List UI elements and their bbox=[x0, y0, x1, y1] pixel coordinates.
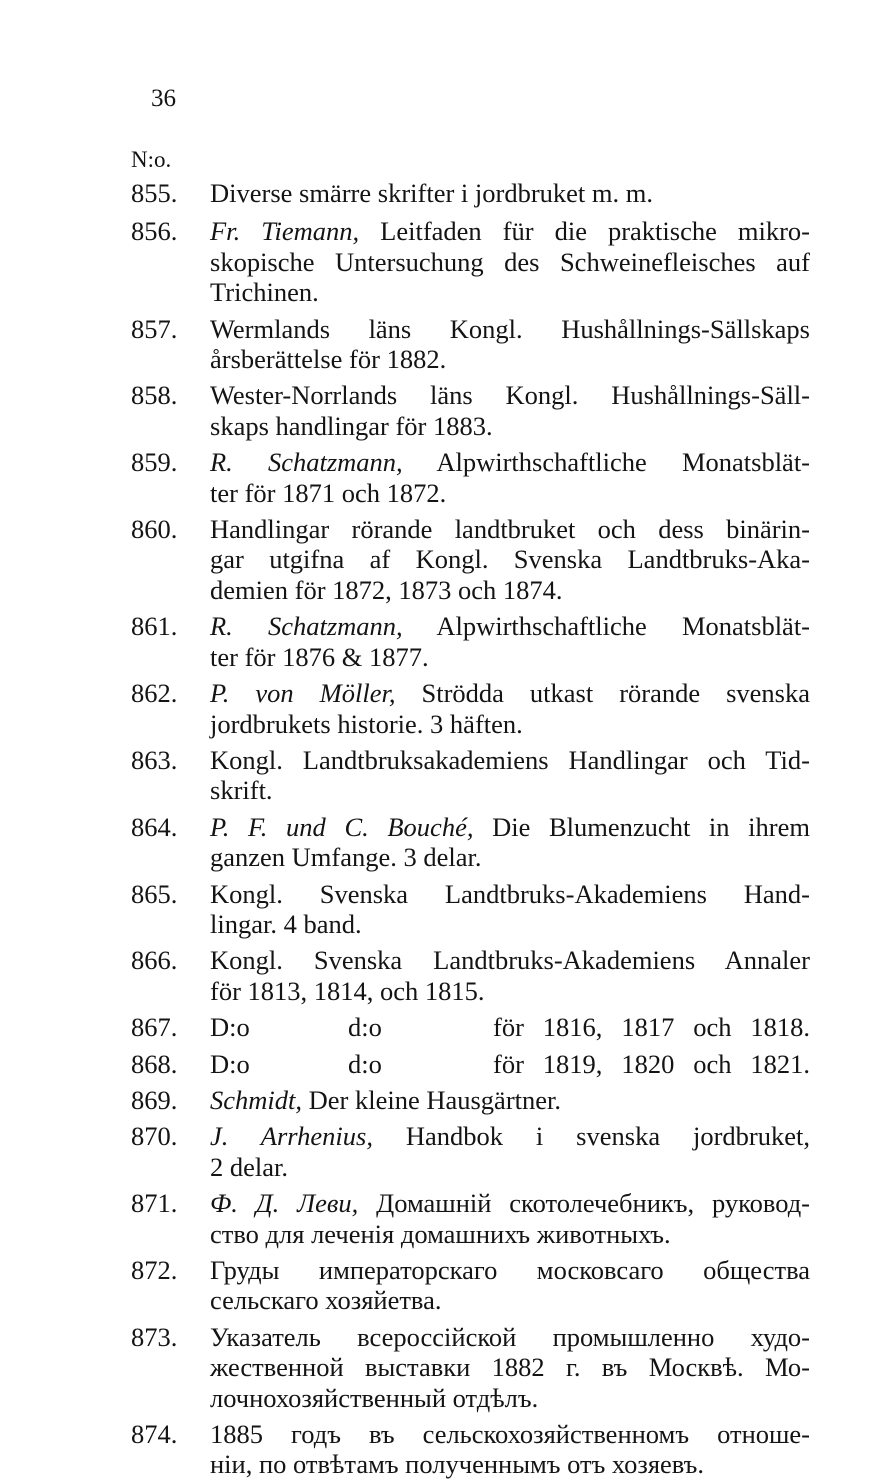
entry-line: Handlingar rörande landtbruket och dess binärin- bbox=[210, 514, 810, 545]
entry-line: Diverse smärre skrifter i jordbruket m. m. bbox=[210, 178, 654, 208]
catalog-entry bbox=[0, 812, 874, 873]
catalog-entry bbox=[0, 380, 874, 441]
entry-text: Strödda utkast rörande svenska bbox=[421, 678, 811, 709]
entry-line: ter för 1871 och 1872. bbox=[210, 477, 447, 508]
ditto-cell: D:o bbox=[210, 1048, 250, 1079]
entry-text: Alpwirthschaftliche Monatsblät- bbox=[436, 611, 811, 642]
entry-line: Kongl. Svenska Landtbruks-Akademiens Hand- bbox=[210, 878, 810, 909]
ditto-cell: för 1816, 1817 och 1818. bbox=[493, 1012, 810, 1043]
entry-line bbox=[210, 1188, 810, 1218]
catalog-entry bbox=[0, 1188, 874, 1249]
entry-line: lingar. 4 band. bbox=[210, 908, 362, 939]
entry-author: R. Schatzmann, bbox=[210, 611, 403, 642]
entry-number: 858. bbox=[131, 380, 178, 411]
entry-line bbox=[210, 216, 810, 246]
entry-line: Kongl. Svenska Landtbruks-Akademiens Annaler bbox=[210, 945, 810, 976]
catalog-entry bbox=[0, 945, 874, 1006]
entry-number: 872. bbox=[131, 1255, 178, 1285]
catalog-entry bbox=[0, 447, 874, 508]
entry-line: skaps handlingar för 1883. bbox=[210, 410, 493, 441]
entry-number: 874. bbox=[131, 1419, 178, 1450]
entry-number: 868. bbox=[131, 1048, 178, 1079]
ditto-cell: D:o bbox=[210, 1012, 250, 1043]
entry-line: skopische Untersuchung des Schweinefleisches auf bbox=[210, 246, 810, 277]
ditto-cell: d:o bbox=[348, 1012, 382, 1043]
entry-line: 2 delar. bbox=[210, 1151, 288, 1182]
entry-number: 869. bbox=[131, 1084, 178, 1115]
ditto-row bbox=[210, 1049, 810, 1079]
catalog-entry bbox=[0, 1049, 874, 1079]
entry-line: demien för 1872, 1873 och 1874. bbox=[210, 574, 563, 605]
entry-number: 865. bbox=[131, 878, 178, 909]
catalog-entry bbox=[0, 1012, 874, 1042]
entry-text: Домашнiй скотолечебникъ, руковод- bbox=[376, 1188, 811, 1219]
catalog-entry bbox=[0, 1121, 874, 1182]
entry-line: Wester-Norrlands läns Kongl. Hushållnings-Säll- bbox=[210, 380, 810, 411]
entry-author: P. F. und C. Bouché, bbox=[210, 811, 474, 842]
entry-line bbox=[210, 1085, 810, 1115]
entry-text: Alpwirthschaftliche Monatsblät- bbox=[436, 447, 811, 478]
catalog-entry bbox=[0, 1419, 874, 1480]
entry-number: 862. bbox=[131, 678, 178, 709]
entry-number: 859. bbox=[131, 447, 178, 478]
catalog-entry bbox=[0, 611, 874, 672]
ditto-row bbox=[210, 1012, 810, 1042]
catalog-entry bbox=[0, 1322, 874, 1413]
entry-line: Груды императорскаго московсаго общества bbox=[210, 1255, 810, 1285]
entry-line: 1885 годъ въ сельскохозяйственномъ отноше- bbox=[210, 1419, 810, 1450]
entry-line: ganzen Umfange. 3 delar. bbox=[210, 842, 482, 873]
entry-author: Fr. Tiemann, bbox=[210, 216, 360, 247]
catalog-entry bbox=[0, 745, 874, 806]
entry-line bbox=[210, 447, 810, 477]
entry-line: сельскаго хозяйетва. bbox=[210, 1285, 442, 1316]
entry-line: skrift. bbox=[210, 775, 273, 806]
entry-number: 860. bbox=[131, 514, 178, 545]
entry-author: R. Schatzmann, bbox=[210, 447, 403, 478]
catalog-entry bbox=[0, 879, 874, 940]
entry-number: 873. bbox=[131, 1321, 178, 1352]
entry-number: 864. bbox=[131, 811, 178, 842]
entry-line: нiи, по отвѣтамъ полученнымъ отъ хозяевъ. bbox=[210, 1449, 704, 1480]
entry-line bbox=[210, 611, 810, 641]
entry-number: 870. bbox=[131, 1121, 178, 1152]
catalog-entry bbox=[0, 1255, 874, 1316]
entry-line bbox=[210, 678, 810, 708]
catalog-entry bbox=[0, 678, 874, 739]
entry-line: gar utgifna af Kongl. Svenska Landtbruks-Aka- bbox=[210, 544, 810, 575]
entry-number: 856. bbox=[131, 216, 178, 247]
column-header: N:o. bbox=[131, 147, 172, 172]
entry-number: 863. bbox=[131, 744, 178, 775]
entry-line: Trichinen. bbox=[210, 277, 319, 308]
entry-text: Leitfaden für die praktische mikro- bbox=[380, 216, 811, 247]
entry-number: 855. bbox=[131, 178, 178, 208]
entry-line: лочнохозяйственный отдѣлъ. bbox=[210, 1382, 539, 1413]
entry-number: 871. bbox=[131, 1188, 178, 1219]
entry-line: жественной выставки 1882 г. въ Москвѣ. Мо- bbox=[210, 1352, 810, 1383]
entry-author: P. von Möller, bbox=[210, 678, 396, 709]
catalog-entry bbox=[0, 178, 874, 208]
catalog-entry-list bbox=[0, 170, 874, 1480]
entry-line: ter för 1876 & 1877. bbox=[210, 641, 429, 672]
entry-line bbox=[210, 1121, 810, 1151]
entry-text: Handbok i svenska jordbruket, bbox=[405, 1121, 810, 1152]
catalog-entry bbox=[0, 514, 874, 605]
entry-number: 866. bbox=[131, 945, 178, 976]
entry-line: Указатель всероссiйской промышленно худо- bbox=[210, 1321, 810, 1352]
entry-number: 861. bbox=[131, 611, 178, 642]
ditto-cell: d:o bbox=[348, 1048, 382, 1079]
entry-number: 857. bbox=[131, 313, 178, 344]
entry-number: 867. bbox=[131, 1012, 178, 1043]
entry-line: för 1813, 1814, och 1815. bbox=[210, 975, 485, 1006]
entry-line: ство для леченiя домашнихъ животныхъ. bbox=[210, 1218, 671, 1249]
entry-line: jordbrukets historie. 3 häften. bbox=[210, 708, 523, 739]
entry-text: Der kleine Hausgärtner. bbox=[308, 1084, 562, 1115]
page-number: 36 bbox=[151, 85, 176, 112]
catalog-entry bbox=[0, 314, 874, 375]
entry-line: Kongl. Landtbruksakademiens Handlingar och Tid- bbox=[210, 744, 810, 775]
entry-line: årsberättelse för 1882. bbox=[210, 344, 447, 375]
entry-author: Ф. Д. Леви, bbox=[210, 1188, 359, 1219]
entry-line: Wermlands läns Kongl. Hushållnings-Sällskaps bbox=[210, 313, 810, 344]
entry-text: Die Blumenzucht in ihrem bbox=[492, 811, 810, 842]
entry-author: Schmidt, bbox=[210, 1084, 302, 1115]
ditto-cell: för 1819, 1820 och 1821. bbox=[493, 1048, 810, 1079]
catalog-entry bbox=[0, 216, 874, 307]
catalog-entry bbox=[0, 1085, 874, 1115]
entry-line bbox=[210, 812, 810, 842]
entry-author: J. Arrhenius, bbox=[210, 1121, 373, 1152]
